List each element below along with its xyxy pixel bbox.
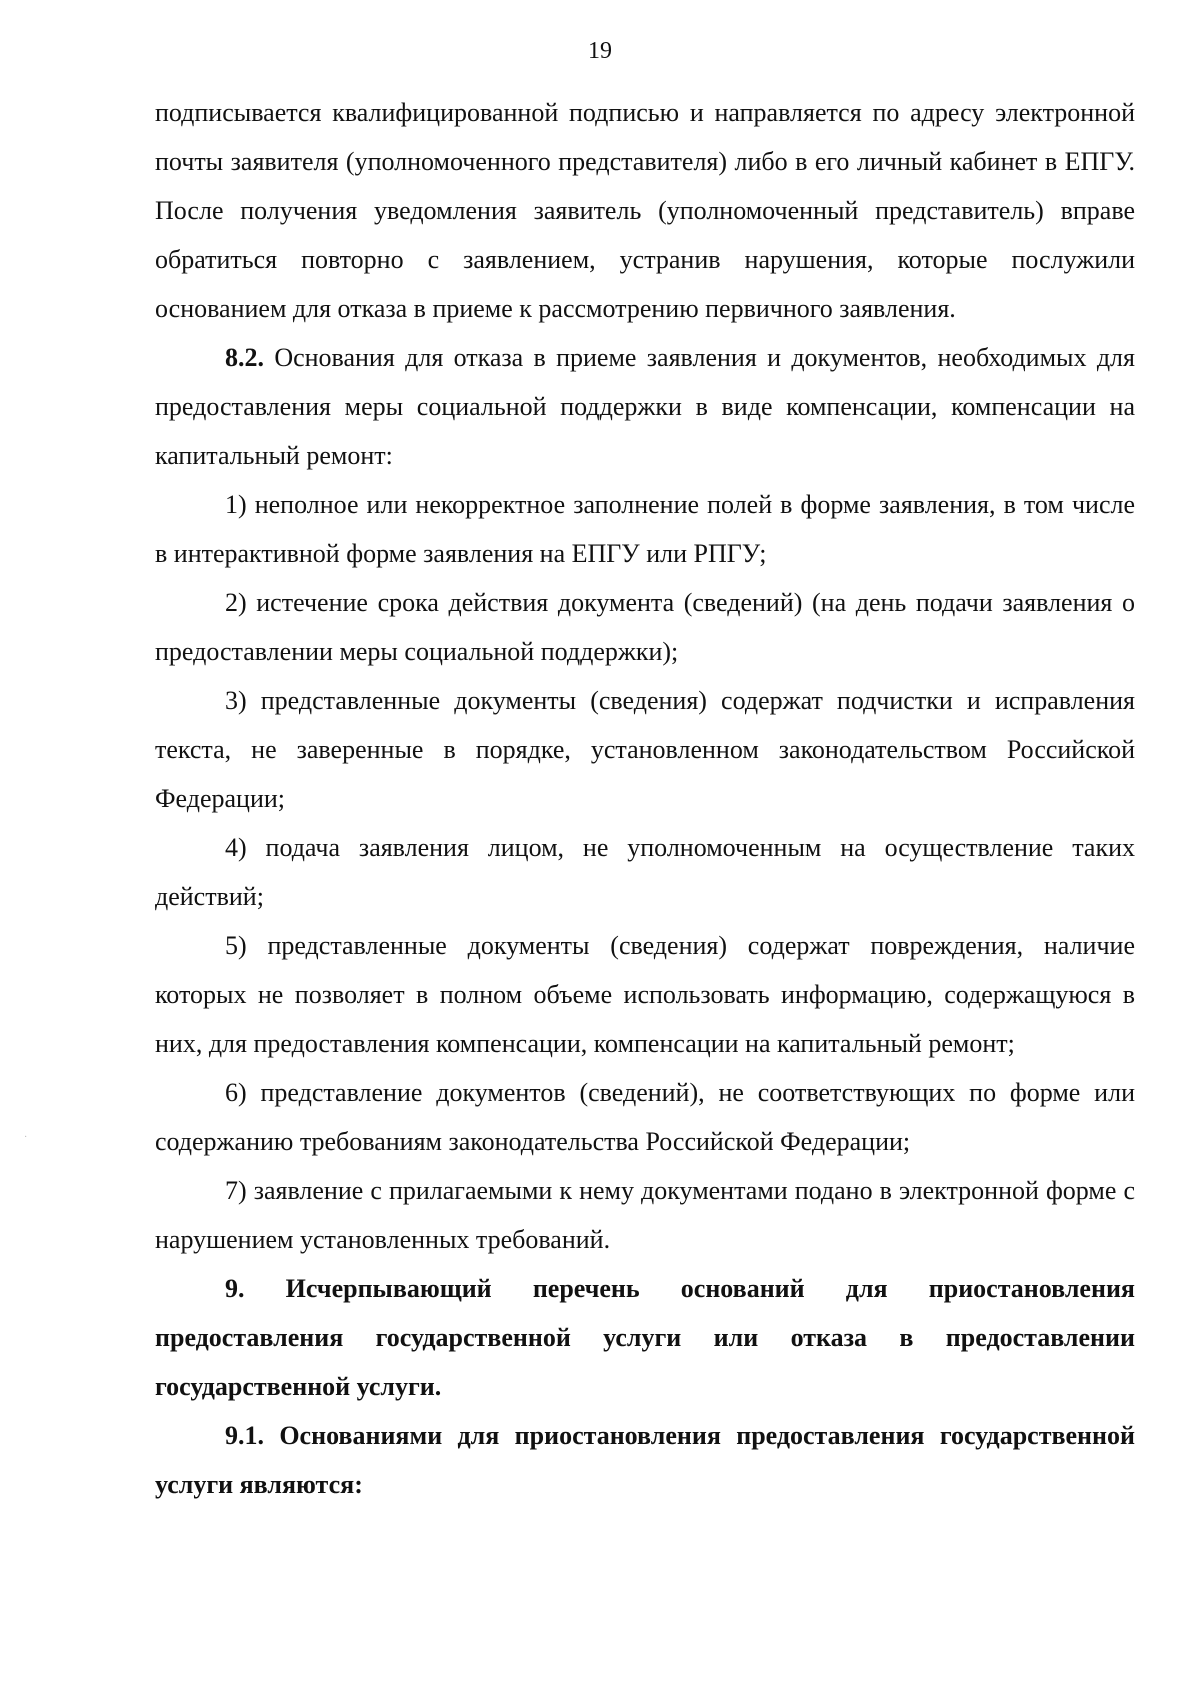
- paragraph-text: Основания для отказа в приеме заявления и документов, необходимых для предоставления меры социальной поддержки в виде компенсации, компенсации на капитальный ремонт:: [155, 343, 1135, 470]
- paragraph-continuation: подписывается квалифицированной подписью и направляется по адресу электронной почты заявителя (уполномоченного представителя) либо в его личный кабинет в ЕПГУ. После получения уведомления заявитель (уполномоченный представитель) вправе обратиться повторно с заявлением, устранив нарушения, которые послужили основанием для отказа в приеме к рассмотрению первичного заявления.: [155, 98, 1135, 323]
- list-item-2: 2) истечение срока действия документа (сведений) (на день подачи заявления о предоставлении меры социальной поддержки);: [155, 588, 1135, 666]
- document-body: [155, 88, 1135, 1509]
- paragraph-8-2: [155, 333, 1135, 480]
- list-item-7: 7) заявление с прилагаемыми к нему документами подано в электронной форме с нарушением установленных требований.: [155, 1176, 1135, 1254]
- section-number: 8.2.: [225, 343, 264, 372]
- list-item-6: 6) представление документов (сведений), не соответствующих по форме или содержанию требованиям законодательства Российской Федерации;: [155, 1078, 1135, 1156]
- section-heading-9: 9. Исчерпывающий перечень оснований для приостановления предоставления государственной услуги или отказа в предоставлении государственной услуги.: [155, 1274, 1135, 1401]
- list-item-1: 1) неполное или некорректное заполнение полей в форме заявления, в том числе в интерактивной форме заявления на ЕПГУ или РПГУ;: [155, 490, 1135, 568]
- section-heading-9-1: 9.1. Основаниями для приостановления предоставления государственной услуги являются:: [155, 1421, 1135, 1499]
- page-number: 19: [588, 38, 612, 64]
- list-item-4: 4) подача заявления лицом, не уполномоченным на осуществление таких действий;: [155, 833, 1135, 911]
- list-item-3: 3) представленные документы (сведения) содержат подчистки и исправления текста, не заверенные в порядке, установленном законодательством Российской Федерации;: [155, 686, 1135, 813]
- list-item-5: 5) представленные документы (сведения) содержат повреждения, наличие которых не позволяет в полном объеме использовать информацию, содержащуюся в них, для предоставления компенсации, компенсации на капитальный ремонт;: [155, 931, 1135, 1058]
- scan-speck: ·: [24, 1132, 28, 1143]
